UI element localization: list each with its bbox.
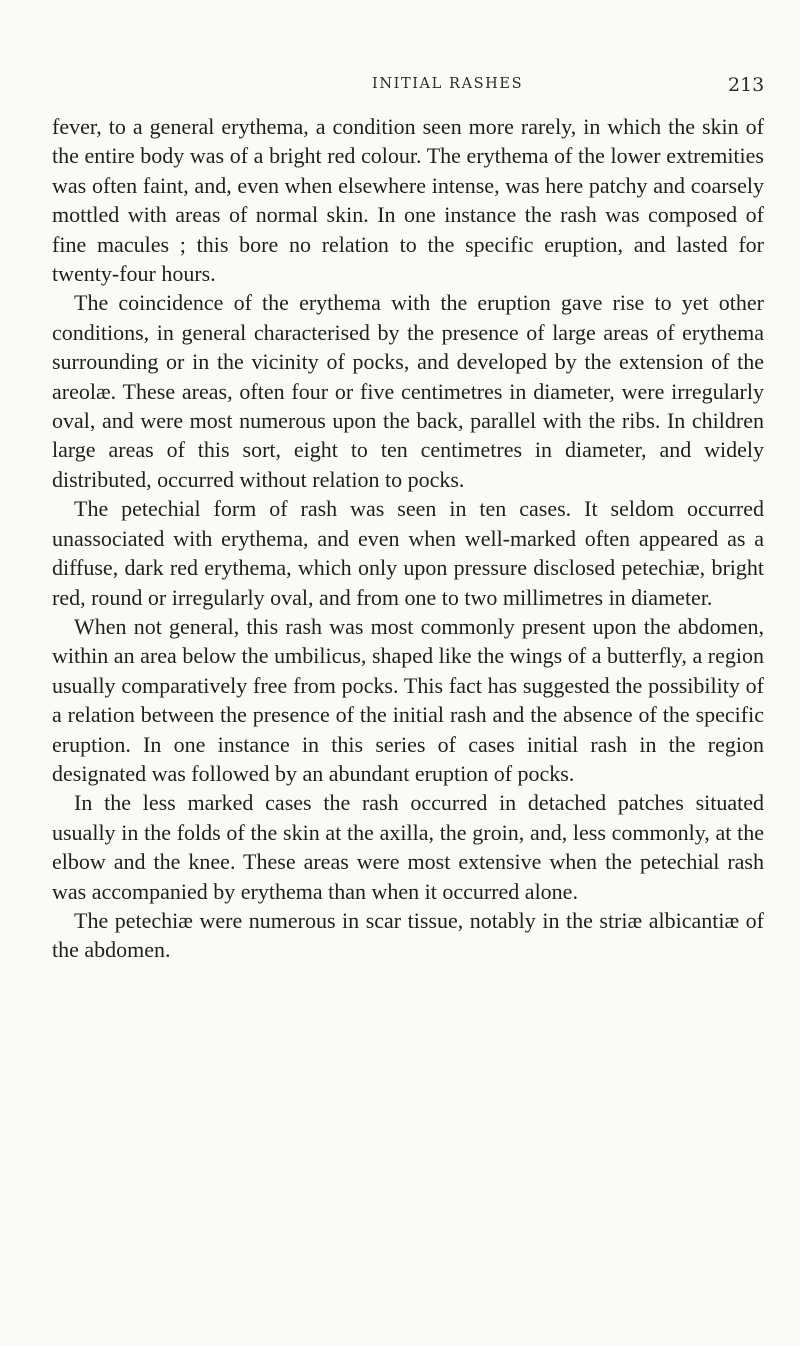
- running-title: INITIAL RASHES: [372, 76, 524, 92]
- paragraph: When not general, this rash was most commonly present upon the abdomen, within an area below the umbilicus, shaped like the wings of a butterfly, a region usually comparatively free from pocks. This fact has suggested the possibility of a relation between the presence of the initial rash and the absence of the specific eruption. In one instance in this series of cases initial rash in the region designated was followed by an abundant eruption of pocks.: [52, 613, 764, 786]
- paragraph: In the less marked cases the rash occurred in detached patches situated usually in the folds of the skin at the axilla, the groin, and, less commonly, at the elbow and the knee. These areas were most extensive when the petechial rash was accompanied by erythema than when it occurred alone.: [52, 790, 764, 904]
- paragraph: The petechiæ were numerous in scar tissue, notably in the striæ albicantiæ of the abdomen.: [52, 907, 764, 963]
- paragraph: The petechial form of rash was seen in ten cases. It seldom occurred unassociated with erythema, and even when well-marked often appeared as a diffuse, dark red erythema, which only upon pressure disclosed petechiæ, bright red, round or irregularly oval, and from one to two millimetres in diameter.: [52, 496, 764, 610]
- paragraph: The coincidence of the erythema with the eruption gave rise to yet other conditions, in general characterised by the presence of large areas of erythema surrounding or in the vicinity of pocks, and developed by the extension of the areolæ. These areas, often four or five centimetres in diameter, were irregularly oval, and were most numerous upon the back, parallel with the ribs. In children large areas of this sort, eight to ten centimetres in diameter, and widely distributed, occurred without relation to pocks.: [52, 290, 764, 492]
- paragraph-continued: fever, to a general erythema, a condition seen more rarely, in which the skin of the entire body was of a bright red colour. The erythema of the lower extremities was often faint, and, even when elsewhere intense, was here patchy and coarsely mottled with areas of normal skin. In one instance the rash was composed of fine macules ; this bore no relation to the specific eruption, and lasted for twenty-four hours.: [52, 114, 764, 287]
- running-head: [0, 76, 800, 100]
- body-text: [52, 112, 764, 965]
- page-number: 213: [728, 74, 765, 96]
